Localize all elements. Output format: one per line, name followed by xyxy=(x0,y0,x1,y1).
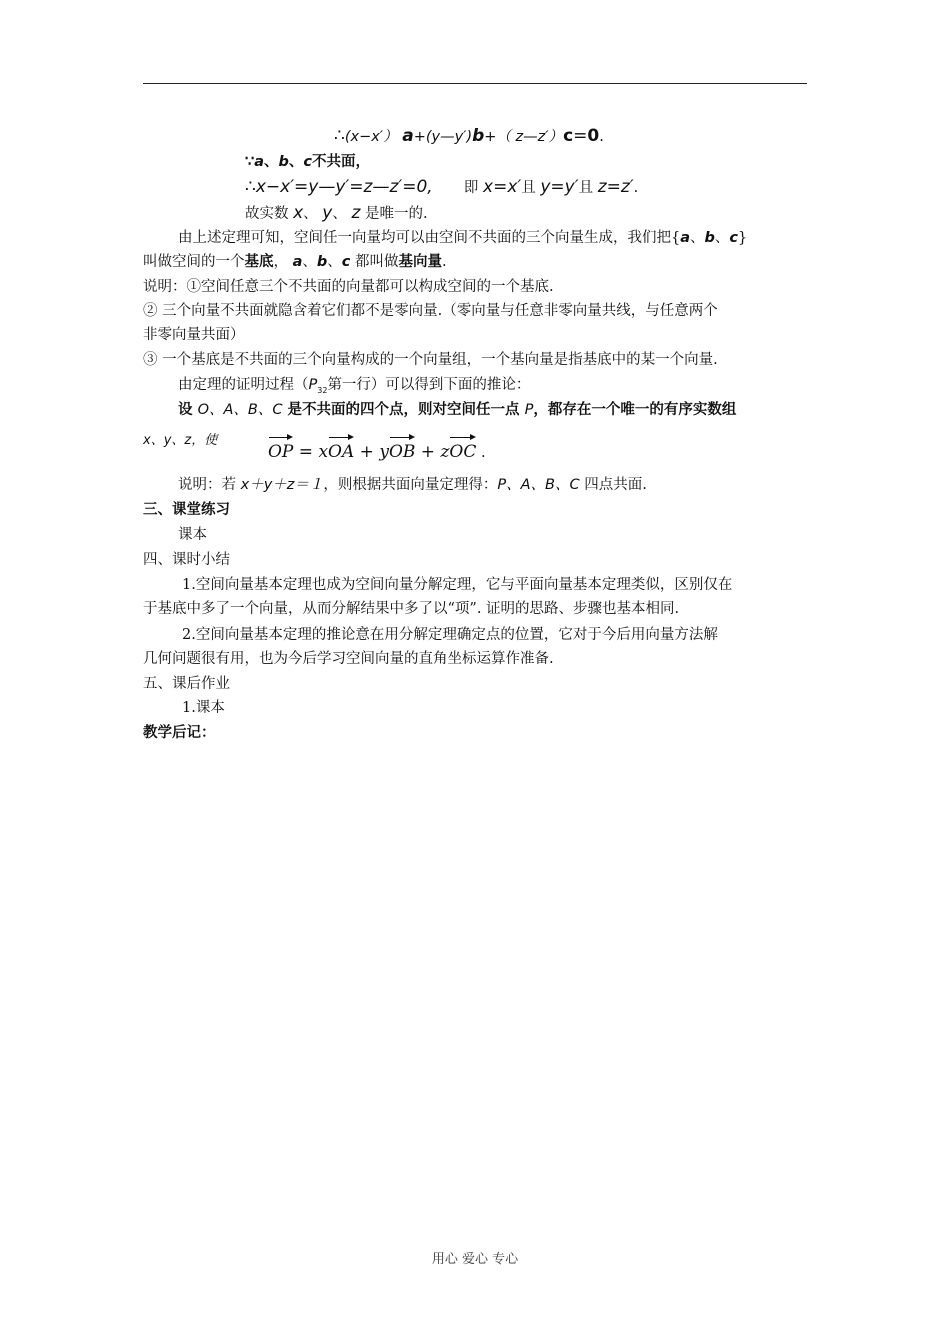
corollary-statement-line-2: x、y、z，使 xyxy=(143,433,218,448)
note-3: ③ 一个基底是不共面的三个向量构成的一个向量组，一个基向量是指基底中的某一个向量. xyxy=(143,352,718,368)
summary-1-line-1: 1.空间向量基本定理也成为空间向量分解定理，它与平面向量基本定理类似，区别仅在 xyxy=(182,577,733,593)
summary-1-line-2: 于基底中多了一个向量，从而分解结果中多了以“项”. 证明的思路、步骤也基本相同. xyxy=(143,601,680,617)
proof-line-4: 故实数 x、 y、 z 是唯一的. xyxy=(245,203,428,223)
vector-ob: OB xyxy=(389,440,415,464)
vector-oa: OA xyxy=(328,440,354,464)
header-rule xyxy=(143,83,807,84)
arrow-icon xyxy=(449,434,476,440)
proof-line-3: ∴x−x′=y—y′=z—z′=0, 即 x=x′且 y=y′且 z=z′. xyxy=(245,177,639,197)
proof-line-2: ∵a、b、c不共面， xyxy=(245,153,371,170)
proof-line-1: ∴(x−x′） a+(y—y′)b+（ z—z′）c=0. xyxy=(334,126,604,146)
teaching-postscript: 教学后记： xyxy=(143,724,216,741)
corollary-note: 说明：若 x＋y＋z＝１，则根据共面向量定理得：P、A、B、C 四点共面. xyxy=(178,477,647,493)
note-2-line-2: 非零向量共面） xyxy=(143,327,245,343)
corollary-statement-line-1: 设 O、A、B、C 是不共面的四个点，则对空间任一点 P，都存在一个唯一的有序实数组 xyxy=(178,401,737,418)
note-1: 说明：①空间任意三个不共面的向量都可以构成空间的一个基底. xyxy=(143,279,554,295)
section-5-item: 1.课本 xyxy=(182,700,225,716)
arrow-icon xyxy=(389,434,415,440)
arrow-icon xyxy=(268,434,293,440)
vector-formula: OP = x OA + y OB + z OC . xyxy=(268,440,486,465)
summary-2-line-2: 几何问题很有用，也为今后学习空间向量的直角坐标运算作准备. xyxy=(143,651,554,667)
summary-2-line-1: 2.空间向量基本定理的推论意在用分解定理确定点的位置，它对于今后用向量方法解 xyxy=(182,627,718,643)
vector-op: OP xyxy=(268,440,293,464)
arrow-icon xyxy=(328,434,354,440)
basis-paragraph-line-2: 叫做空间的一个基底， a、b、c 都叫做基向量. xyxy=(143,253,447,270)
section-5-heading: 五、课后作业 xyxy=(143,676,230,692)
section-4-heading: 四、课时小结 xyxy=(143,552,230,568)
note-2-line-1: ② 三个向量不共面就隐含着它们都不是零向量.（零向量与任意非零向量共线，与任意两个 xyxy=(143,303,718,319)
corollary-intro: 由定理的证明过程（$P_{32}$第一行）可以得到下面的推论： xyxy=(178,377,531,395)
vector-oc: OC xyxy=(449,440,476,464)
section-3-item: 课本 xyxy=(178,527,207,543)
page-footer: 用心 爱心 专心 xyxy=(431,1252,519,1267)
basis-paragraph-line-1: 由上述定理可知，空间任一向量均可以由空间不共面的三个向量生成，我们把{a、b、c} xyxy=(178,230,748,246)
section-3-heading: 三、课堂练习 xyxy=(143,501,230,518)
